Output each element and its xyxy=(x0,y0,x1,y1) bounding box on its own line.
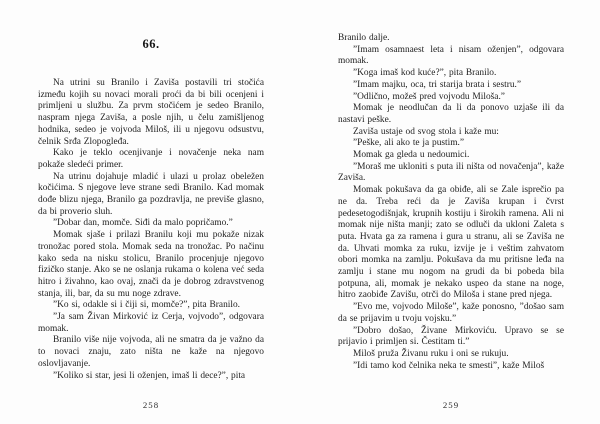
paragraph: Momak pokušava da ga obiđe, ali se Zale isprečio pa ne da. Treba reći da je Zaviša krupan i čvrst pedesetogodišnjak, krupnih kostiju i širokih ramena. Ali ni momak nije ništa manji; zato se odluči da ukloni Zaleta s puta. Hvata ga za ramena i gura u stranu, ali se Zaviša ne da. Uhvati momka za ruku, izvije je i veštim zahvatom obori momka na zamlju. Pokušava da mu pritisne leđa na zamlju i stane mu nogom na grudi da bi pobeda bila potpuna, ali, momak je nekako uspeo da stane na noge, hitro zaobiđe Zavišu, otrči do Miloša i stane pred njega. xyxy=(338,185,564,301)
paragraph: ”Moraš me ukloniti s puta ili ništa od novačenja”, kaže Zaviša. xyxy=(338,161,564,184)
paragraph: ”Ja sam Živan Mirković iz Cerja, vojvodo”, odgovara momak. xyxy=(38,312,264,334)
page-right xyxy=(338,0,564,424)
paragraph: Na utrinu dojahuje mladić i ulazi u prolaz obeležen kočićima. S njegove leve strane sedi Branilo. Kad momak dođe blizu njega, Branilo ga pozdravlja, ne previše glasno, da bi proverio sluh. xyxy=(38,171,264,217)
paragraph: Branilo dalje. xyxy=(338,33,390,43)
paragraph: Momak ga gleda u nedoumici. xyxy=(353,150,470,161)
paragraph: Miloš pruža Živanu ruku i oni se rukuju. xyxy=(353,348,509,359)
paragraph: Kako je teklo ocenjivanje i novačenje neka nam pokaže sledeći primer. xyxy=(38,148,264,170)
paragraph: Branilo više nije vojvoda, ali ne smatra da je važno da to novaci znaju, zato ništa ne kaže na njegovo oslovljavanje. xyxy=(38,335,264,369)
paragraph: ”Peške, ali ako te ja pustim.” xyxy=(353,138,465,149)
paragraph: ”Koliko si star, jesi li oženjen, imaš li dece?”, pita xyxy=(53,370,246,381)
paragraph: Zaviša ustaje od svog stola i kaže mu: xyxy=(353,126,499,137)
page-left xyxy=(38,0,264,424)
paragraph: ”Evo me, vojvodo Miloše”, kaže ponosno, ”došao sam da se prijavim u tvoju vojsku.” xyxy=(338,302,564,324)
paragraph: ”Odlično, možeš pred vojvodu Miloša.” xyxy=(353,91,505,102)
right-page-text-block xyxy=(338,33,564,372)
paragraph: Na utrini su Branilo i Zaviša postavili tri stočića između kojih su novaci morali proći da bi bili ocenjeni i primljeni u službu. Za prvm stočićem je sedeo Branilo, naspram njega Zaviša, a posle njih, u čelu zamišljenog hodnika, sedeo je vojvoda Miloš, ili u njegovu odsustvu, čelnik Srđa Zlopogleđa. xyxy=(38,78,264,147)
page-number-right: 259 xyxy=(442,400,460,410)
left-page-text-block xyxy=(38,78,264,382)
paragraph: ”Imam osamnaest leta i nisam oženjen”, odgovara momak. xyxy=(338,44,564,67)
paragraph: ”Idi tamo kod čelnika neka te smesti”, kaže Miloš xyxy=(353,360,545,371)
paragraph: ”Dobro došao, Živane Mirkoviću. Upravo se se prijavio i primljen si. Čestitam ti.” xyxy=(338,325,564,348)
chapter-heading: 66. xyxy=(142,37,160,51)
paragraph: ”Imam majku, oca, tri starija brata i sestru.” xyxy=(353,79,522,90)
paragraph: ”Ko si, odakle si i čiji si, momče?”, pita Branilo. xyxy=(53,300,241,311)
paragraph: ”Koga imaš kod kuće?”, pita Branilo. xyxy=(353,68,497,79)
page-number-left: 258 xyxy=(142,400,160,410)
paragraph: ”Dobar dan, momče. Siđi da malo popričamo.” xyxy=(53,218,233,229)
paragraph: Momak je neodlučan da li da ponovo uzjaše ili da nastavi peške. xyxy=(338,103,564,125)
paragraph: Momak sjaše i prilazi Branilu koji mu pokaže nizak tronožac pored stola. Momak seda na tronožac. Po načinu kako seda na nisku stolicu, Branilo procenjuje njegovo fizičko stanje. Ako se ne oslanja rukama o kolena već seda hitro i živahno, kao ovaj, znači da je dobrog zdravstvenog stanja, ili, bar, da su mu noge zdrave. xyxy=(38,230,264,299)
